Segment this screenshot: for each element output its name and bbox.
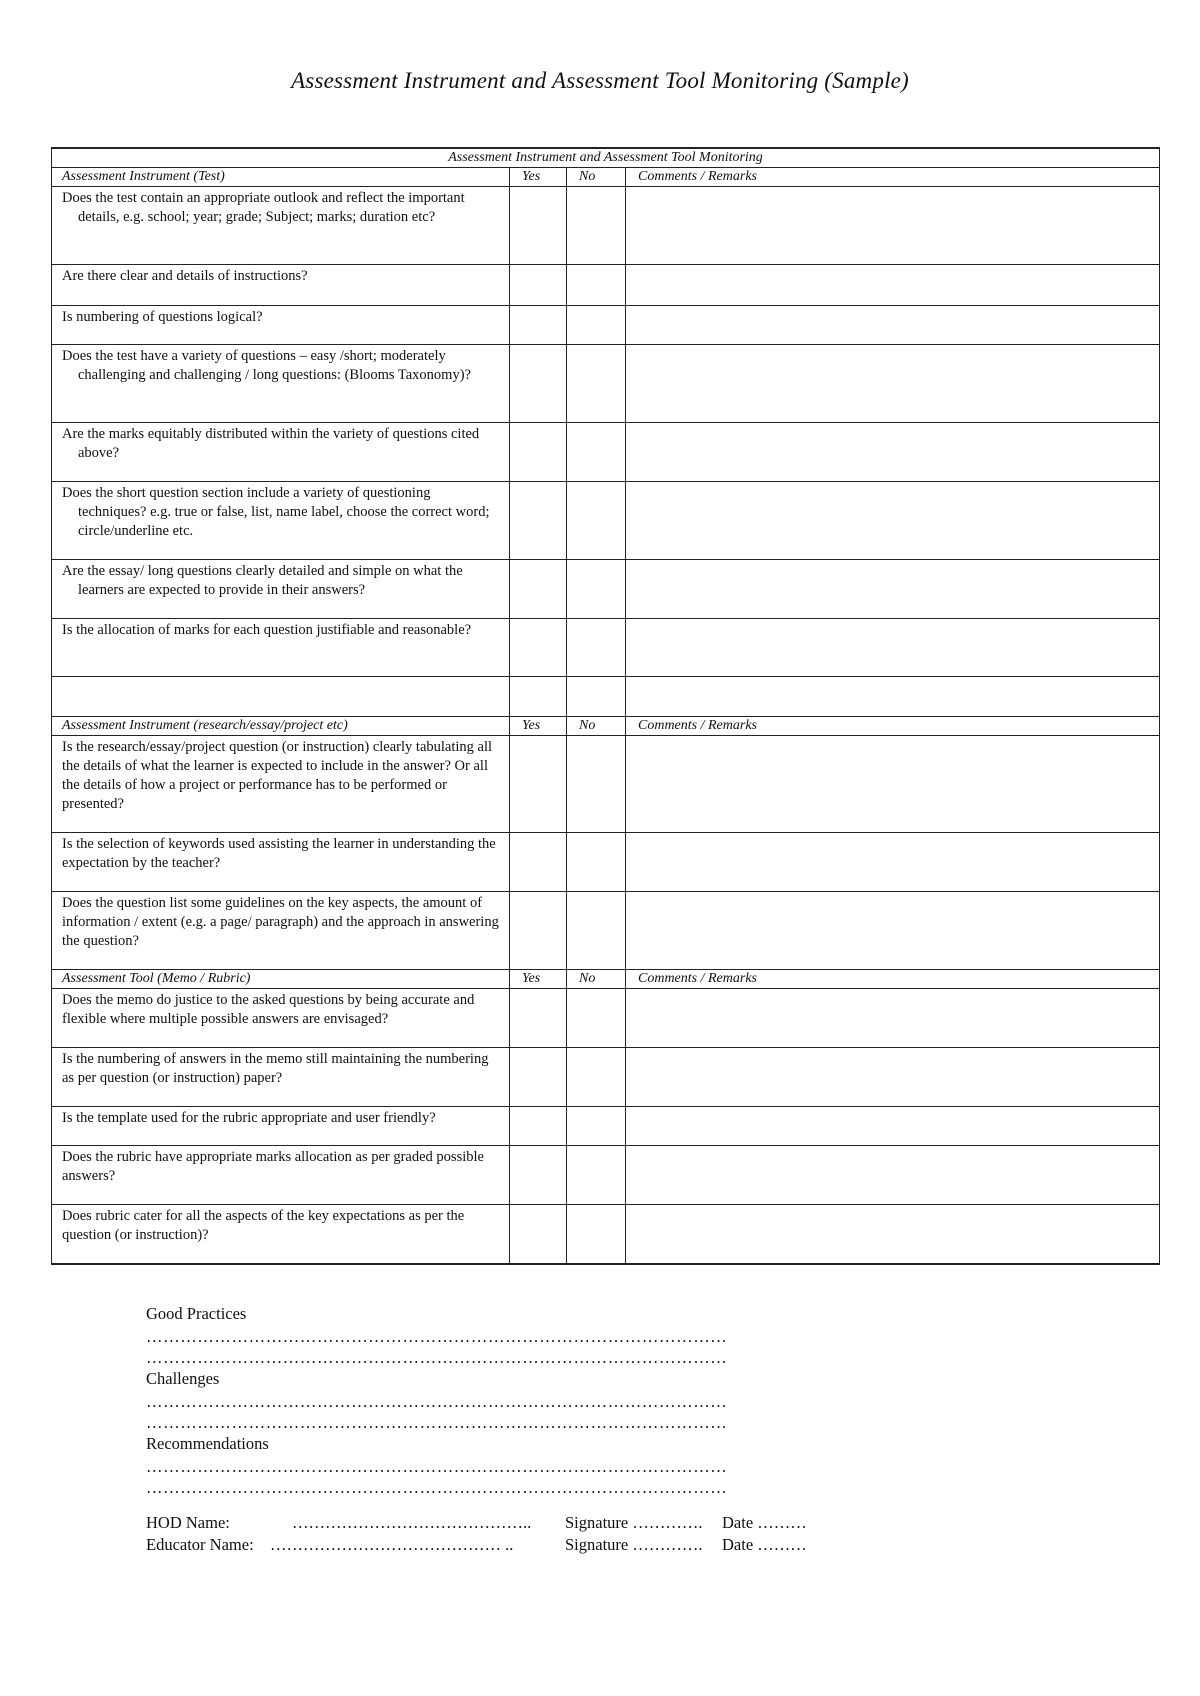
yes-cell[interactable] <box>510 265 567 306</box>
challenges-line[interactable]: ………………………………………………………………………………………… <box>146 1392 728 1411</box>
no-cell[interactable] <box>567 1146 626 1205</box>
comments-cell[interactable] <box>626 989 1160 1048</box>
question-text: Is numbering of questions logical? <box>62 309 263 325</box>
question-cell <box>52 892 510 970</box>
question-cell <box>52 423 510 482</box>
table-row <box>52 677 1160 717</box>
section-header-row <box>52 717 1160 736</box>
section-header-row <box>52 168 1160 187</box>
no-cell[interactable] <box>567 1048 626 1107</box>
question-cell <box>52 1048 510 1107</box>
question-text: Does the rubric have appropriate marks allocation as per graded possible answers? <box>62 1149 484 1184</box>
no-cell[interactable] <box>567 892 626 970</box>
yes-cell[interactable] <box>510 1146 567 1205</box>
table-row <box>52 833 1160 892</box>
hod-name-line[interactable]: …………………………………….. <box>292 1513 532 1532</box>
recommendations-label: Recommendations <box>146 1434 269 1453</box>
comments-cell[interactable] <box>626 560 1160 619</box>
question-cell <box>52 736 510 833</box>
yes-cell[interactable] <box>510 1048 567 1107</box>
question-cell <box>52 482 510 560</box>
table-row <box>52 1205 1160 1264</box>
column-no: No <box>567 168 626 187</box>
comments-cell[interactable] <box>626 833 1160 892</box>
no-cell[interactable] <box>567 345 626 423</box>
table-row <box>52 423 1160 482</box>
comments-cell[interactable] <box>626 1146 1160 1205</box>
question-cell <box>52 989 510 1048</box>
recommendations-line[interactable]: ………………………………………………………………………………………… <box>146 1478 728 1497</box>
hod-name-label: HOD Name: <box>146 1513 230 1532</box>
table-row <box>52 892 1160 970</box>
comments-cell[interactable] <box>626 1205 1160 1264</box>
document-title: Assessment Instrument and Assessment Tool Monitoring (Sample) <box>291 68 909 93</box>
question-cell <box>52 306 510 345</box>
table-row <box>52 482 1160 560</box>
question-text: Is the template used for the rubric appropriate and user friendly? <box>62 1110 436 1126</box>
no-cell[interactable] <box>567 736 626 833</box>
question-text <box>52 677 509 679</box>
hod-date-line[interactable]: Date ……… <box>722 1513 807 1532</box>
yes-cell[interactable] <box>510 736 567 833</box>
educator-row <box>146 1534 946 1556</box>
educator-date-line[interactable]: Date ……… <box>722 1535 807 1554</box>
no-cell[interactable] <box>567 560 626 619</box>
comments-cell[interactable] <box>626 1107 1160 1146</box>
column-comments: Comments / Remarks <box>626 717 1160 736</box>
question-text: Does the short question section include a variety of questioning techniques? e.g. true or false, list, name label, choose the correct word; circle/underline etc. <box>62 485 490 539</box>
comments-cell[interactable] <box>626 1048 1160 1107</box>
comments-cell[interactable] <box>626 265 1160 306</box>
table-row <box>52 265 1160 306</box>
no-cell[interactable] <box>567 677 626 717</box>
notes-section <box>146 1303 766 1498</box>
section-heading: Assessment Instrument (Test) <box>52 168 510 187</box>
yes-cell[interactable] <box>510 989 567 1048</box>
educator-signature-line[interactable]: Signature …………. <box>565 1535 703 1554</box>
no-cell[interactable] <box>567 1107 626 1146</box>
column-comments: Comments / Remarks <box>626 970 1160 989</box>
yes-cell[interactable] <box>510 560 567 619</box>
no-cell[interactable] <box>567 1205 626 1264</box>
challenges-label: Challenges <box>146 1369 220 1388</box>
question-text: Are the essay/ long questions clearly detailed and simple on what the learners are expected to provide in their answers? <box>62 563 463 598</box>
table-row <box>52 736 1160 833</box>
question-cell <box>52 560 510 619</box>
question-cell <box>52 1146 510 1205</box>
yes-cell[interactable] <box>510 892 567 970</box>
comments-cell[interactable] <box>626 187 1160 265</box>
question-text: Does the test have a variety of questions – easy /short; moderately challenging and challenging / long questions: (Blooms Taxonomy)? <box>62 348 471 383</box>
no-cell[interactable] <box>567 482 626 560</box>
section-header-row <box>52 970 1160 989</box>
question-text: Is the research/essay/project question (or instruction) clearly tabulating all the details of what the learner is expected to include in the answer? Or all the details of how a project or performance has to be performed or presented? <box>62 739 493 812</box>
yes-cell[interactable] <box>510 187 567 265</box>
yes-cell[interactable] <box>510 833 567 892</box>
comments-cell[interactable] <box>626 619 1160 677</box>
no-cell[interactable] <box>567 265 626 306</box>
table-caption: Assessment Instrument and Assessment Tool Monitoring <box>52 148 1160 168</box>
educator-name-line[interactable]: …………………………………… .. <box>270 1535 514 1554</box>
section-heading: Assessment Tool (Memo / Rubric) <box>52 970 510 989</box>
no-cell[interactable] <box>567 187 626 265</box>
yes-cell[interactable] <box>510 345 567 423</box>
column-yes: Yes <box>510 970 567 989</box>
educator-name-label: Educator Name: <box>146 1535 254 1554</box>
column-yes: Yes <box>510 717 567 736</box>
question-text: Is the allocation of marks for each question justifiable and reasonable? <box>62 622 472 638</box>
question-cell <box>52 1107 510 1146</box>
table-row <box>52 1146 1160 1205</box>
question-text: Is the selection of keywords used assisting the learner in understanding the expectation by the teacher? <box>62 836 496 871</box>
question-cell <box>52 619 510 677</box>
column-no: No <box>567 970 626 989</box>
yes-cell[interactable] <box>510 677 567 717</box>
question-cell <box>52 265 510 306</box>
question-text: Is the numbering of answers in the memo still maintaining the numbering as per question (or instruction) paper? <box>62 1051 489 1086</box>
comments-cell[interactable] <box>626 482 1160 560</box>
table-row <box>52 306 1160 345</box>
comments-cell[interactable] <box>626 892 1160 970</box>
no-cell[interactable] <box>567 833 626 892</box>
yes-cell[interactable] <box>510 482 567 560</box>
comments-cell[interactable] <box>626 423 1160 482</box>
good-practices-label: Good Practices <box>146 1304 247 1323</box>
comments-cell[interactable] <box>626 345 1160 423</box>
yes-cell[interactable] <box>510 423 567 482</box>
comments-cell[interactable] <box>626 677 1160 717</box>
question-cell <box>52 1205 510 1264</box>
comments-cell[interactable] <box>626 736 1160 833</box>
table-row <box>52 345 1160 423</box>
hod-signature-line[interactable]: Signature …………. <box>565 1513 703 1532</box>
column-no: No <box>567 717 626 736</box>
comments-cell[interactable] <box>626 306 1160 345</box>
question-text: Does the memo do justice to the asked questions by being accurate and flexible where multiple possible answers are envisaged? <box>62 992 475 1027</box>
hod-row <box>146 1512 946 1534</box>
table-row <box>52 560 1160 619</box>
good-practices-line[interactable]: ………………………………………………………………………………………… <box>146 1348 728 1367</box>
question-cell <box>52 345 510 423</box>
table-row <box>52 187 1160 265</box>
yes-cell[interactable] <box>510 1205 567 1264</box>
challenges-line[interactable]: ………………………………………………………………………………………… <box>146 1413 728 1432</box>
table-row <box>52 619 1160 677</box>
question-cell <box>52 187 510 265</box>
column-yes: Yes <box>510 168 567 187</box>
no-cell[interactable] <box>567 619 626 677</box>
table-caption-row <box>52 148 1160 168</box>
good-practices-line[interactable]: ………………………………………………………………………………………… <box>146 1327 728 1346</box>
section-heading: Assessment Instrument (research/essay/project etc) <box>52 717 510 736</box>
no-cell[interactable] <box>567 423 626 482</box>
column-comments: Comments / Remarks <box>626 168 1160 187</box>
monitoring-table <box>51 147 1160 1265</box>
yes-cell[interactable] <box>510 1107 567 1146</box>
question-text: Does rubric cater for all the aspects of the key expectations as per the question (or instruction)? <box>62 1208 465 1243</box>
recommendations-line[interactable]: ………………………………………………………………………………………… <box>146 1457 728 1476</box>
question-text: Does the question list some guidelines on the key aspects, the amount of information / extent (e.g. a page/ paragraph) and the approach in answering the question? <box>62 895 499 949</box>
question-text: Does the test contain an appropriate outlook and reflect the important details, e.g. school; year; grade; Subject; marks; duration etc? <box>62 190 465 225</box>
table-row <box>52 1107 1160 1146</box>
table-row <box>52 989 1160 1048</box>
yes-cell[interactable] <box>510 306 567 345</box>
no-cell[interactable] <box>567 989 626 1048</box>
question-cell <box>52 833 510 892</box>
question-text: Are there clear and details of instructions? <box>62 268 308 284</box>
question-text: Are the marks equitably distributed within the variety of questions cited above? <box>62 426 480 461</box>
yes-cell[interactable] <box>510 619 567 677</box>
table-row <box>52 1048 1160 1107</box>
question-cell <box>52 677 510 717</box>
signoff-section <box>146 1512 946 1556</box>
no-cell[interactable] <box>567 306 626 345</box>
